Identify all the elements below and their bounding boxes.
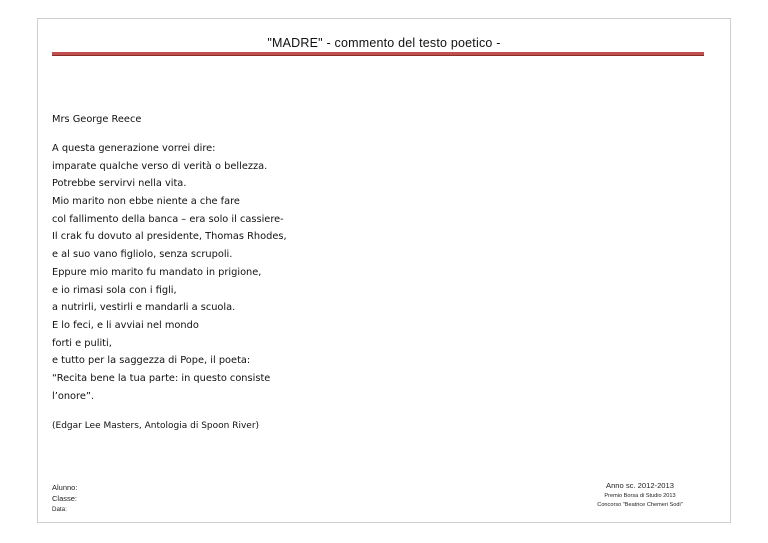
poem-line: a nutrirli, vestirli e mandarli a scuola. [52, 302, 236, 314]
page-title: "MADRE" - commento del testo poetico - [267, 36, 501, 50]
student-label: Alunno: [52, 483, 78, 492]
header-divider [52, 52, 704, 56]
poem-line: Eppure mio marito fu mandato in prigione, [52, 266, 262, 278]
poem-line: Mio marito non ebbe niente a che fare [52, 196, 240, 208]
poem-source: (Edgar Lee Masters, Antologia di Spoon River) [52, 421, 260, 431]
poem-lines [52, 140, 287, 405]
contest-name: Concorso "Beatrice Chemeri Sodi" [597, 502, 683, 508]
prize-name: Premio Borsa di Studio 2013 [604, 493, 676, 499]
student-info [52, 482, 77, 515]
poem-line: Il crak fu dovuto al presidente, Thomas Rhodes, [52, 231, 287, 243]
poem-line: e io rimasi sola con i figli, [52, 284, 177, 296]
school-year: Anno sc. 2012-2013 [606, 481, 674, 490]
poem-line: imparate qualche verso di verità o bellezza. [52, 160, 268, 172]
poem-line: A questa generazione vorrei dire: [52, 143, 216, 154]
poem-line: Potrebbe servirvi nella vita. [52, 178, 187, 190]
poem-line: col fallimento della banca – era solo il cassiere- [52, 213, 284, 225]
contest-info [575, 480, 705, 510]
poem-line: “Recita bene la tua parte: in questo consiste [52, 372, 271, 384]
poem-line: E lo feci, e li avviai nel mondo [52, 319, 199, 331]
poem-author: Mrs George Reece [52, 114, 142, 125]
poem-line: e tutto per la saggezza di Pope, il poeta: [52, 355, 251, 367]
poem-line: l’onore”. [52, 390, 95, 402]
date-label: Data: [52, 506, 67, 513]
class-label: Classe: [52, 494, 78, 503]
poem-line: e al suo vano figliolo, senza scrupoli. [52, 249, 233, 261]
poem-line: forti e puliti, [52, 337, 112, 349]
